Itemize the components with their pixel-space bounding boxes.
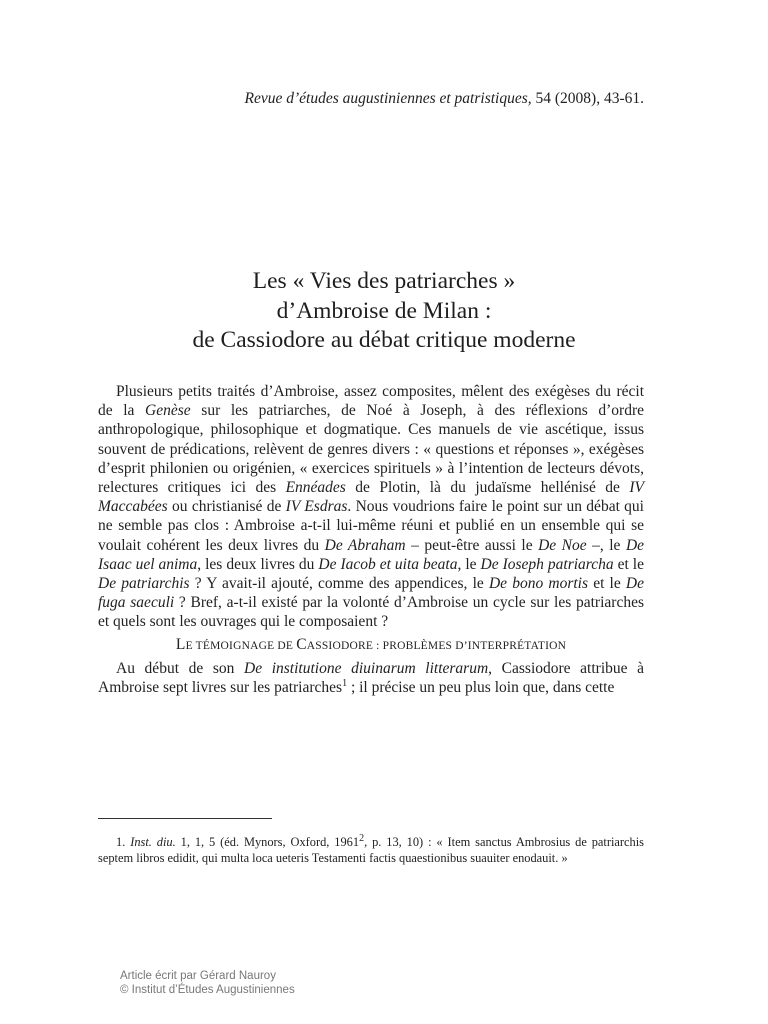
para-text: ; il précise un peu plus loin que, dans cette bbox=[347, 679, 615, 697]
heading-initial: L bbox=[175, 636, 186, 653]
intro-italic: De fuga saeculi bbox=[98, 575, 644, 612]
intro-paragraph bbox=[98, 382, 644, 632]
journal-name: Revue d’études augustiniennes et patristiques, bbox=[244, 90, 532, 107]
footnote bbox=[98, 834, 644, 866]
heading-small-caps: ASSIODORE : PROBLÈMES D’INTERPRÉTATION bbox=[306, 640, 567, 652]
intro-text: – peut-être aussi le bbox=[405, 536, 539, 554]
heading-small-caps: E TÉMOIGNAGE DE bbox=[185, 640, 297, 652]
title-line-3: de Cassiodore au débat critique moderne bbox=[192, 327, 576, 353]
intro-text: , le bbox=[457, 555, 481, 573]
intro-italic: De Ioseph patriarcha bbox=[480, 555, 614, 573]
section-heading bbox=[98, 636, 644, 655]
intro-italic: Genèse bbox=[145, 402, 191, 420]
footnote-text: , p. 13, 10) : « Item sanctus Ambrosius de patriarchis septem libros edidit, qui multa loca ueteris Testamenti factis quaestionibus suauiter enodauit. » bbox=[98, 835, 645, 865]
title-line-2: d’Ambroise de Milan : bbox=[276, 297, 492, 324]
footnote-text: 1, 1, 5 (éd. Mynors, Oxford, 1961 bbox=[175, 835, 360, 849]
intro-text: et le bbox=[588, 575, 626, 593]
intro-text: sur les patriarches, de Noé à Joseph, à des réflexions d’ordre anthropologique, philosophique et dogmatique. Ces manuels de vie ascétique, issus souvent de prédications, relèvent de genres divers : « questions et réponses », exégèses d’esprit philonien ou origénien, « exercices spirituels » à l’intention de lecteurs dévots, relectures critiques ici des bbox=[98, 402, 644, 497]
title-line-1: Les « Vies des patriarches » bbox=[252, 268, 516, 294]
intro-italic: De bono mortis bbox=[488, 575, 589, 593]
para-italic: De institutione diuinarum litterarum bbox=[244, 660, 489, 677]
intro-italic: IV Maccabées bbox=[98, 479, 644, 516]
footnote-divider bbox=[98, 818, 272, 819]
para-text: , Cassiodore attribue à Ambroise sept livres sur les patriarches bbox=[98, 660, 645, 697]
intro-text: et le bbox=[613, 555, 644, 573]
journal-citation: 54 (2008), 43-61. bbox=[531, 90, 644, 107]
intro-italic: Ennéades bbox=[285, 479, 346, 497]
intro-italic: IV Esdras bbox=[285, 498, 348, 516]
para-text: Au début de son bbox=[116, 660, 245, 677]
intro-text: ? Y avait-il ajouté, comme des appendices, le bbox=[189, 575, 489, 593]
intro-text: , les deux livres du bbox=[197, 555, 319, 573]
credit-copyright: © Institut d’Études Augustiniennes bbox=[120, 984, 295, 996]
intro-text: . Nous voudrions faire le point sur un débat qui ne semble pas clos : Ambroise a-t-il lui-même réuni et publié en un ensemble qui se voulait cohérent les deux livres du bbox=[98, 498, 644, 554]
credit-block bbox=[120, 969, 295, 997]
intro-italic: De patriarchis bbox=[98, 575, 190, 593]
heading-initial: C bbox=[296, 636, 307, 653]
footnote-marker[interactable]: 1 bbox=[342, 678, 348, 690]
footnote-ref: Inst. diu. bbox=[130, 835, 176, 849]
article-title bbox=[60, 267, 708, 356]
intro-italic: De Noe bbox=[538, 536, 587, 554]
credit-author: Article écrit par Gérard Nauroy bbox=[120, 970, 276, 982]
intro-italic: De Iacob et uita beata bbox=[318, 555, 458, 573]
footnote-sup: 2 bbox=[359, 832, 365, 844]
intro-text: ou christianisé de bbox=[167, 498, 286, 516]
intro-text: Plusieurs petits traités d’Ambroise, assez composites, mêlent des exégèses du récit de la bbox=[98, 383, 644, 420]
journal-header bbox=[100, 89, 644, 109]
section-paragraph bbox=[98, 659, 644, 697]
intro-text: –, le bbox=[586, 536, 626, 554]
intro-text: ? Bref, a-t-il existé par la volonté d’Ambroise un cycle sur les patriarches et quels sont les ouvrages qui le composaient ? bbox=[98, 594, 644, 631]
footnote-number: 1. bbox=[116, 835, 131, 849]
intro-italic: De Isaac uel anima bbox=[98, 536, 645, 573]
intro-italic: De Abraham bbox=[324, 536, 406, 554]
intro-text: de Plotin, là du judaïsme hellénisé de bbox=[345, 479, 630, 497]
